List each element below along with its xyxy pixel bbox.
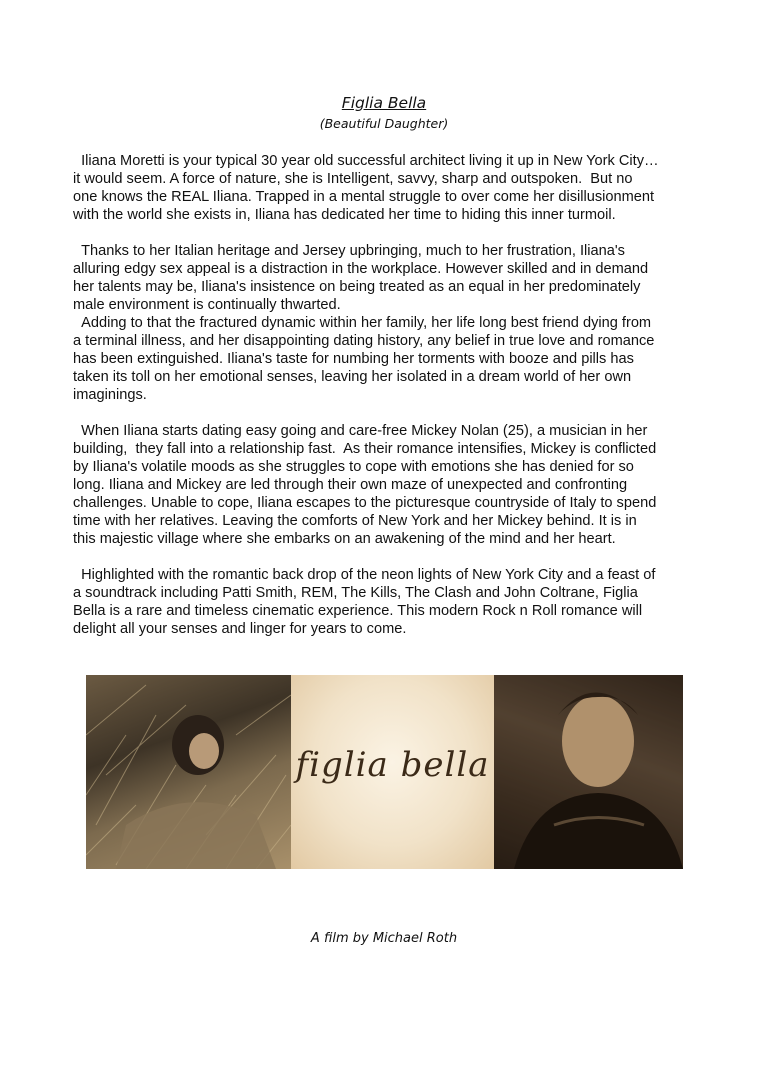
film-banner-image — [86, 675, 683, 869]
film-credit: A film by Michael Roth — [310, 931, 458, 946]
paragraph-family: Adding to that the fractured dynamic within her family, her life long best friend dying from a terminal illness, and her disappointing dating history, any belief in true love and romance has been extinguished. Iliana's taste for numbing her torments with booze and pills has taken its toll on her emotional senses, leaving her isolated in a dream world of her own imaginings. — [73, 315, 655, 403]
synopsis-body — [73, 152, 695, 638]
document-title: Figlia Bella — [341, 94, 427, 112]
paragraph-intro: Iliana Moretti is your typical 30 year old successful architect living it up in New York City… it would seem. A force of nature, she is Intelligent, savvy, sharp and outspoken. But no one knows the REAL Iliana. Trapped in a mental struggle to over come her disillusionment with the world she exists in, Iliana has dedicated her time to hiding this inner turmoil. — [73, 153, 659, 223]
title-block — [0, 92, 768, 134]
film-logo-text: figlia bella — [295, 745, 490, 785]
grass-photo-art — [86, 675, 291, 869]
man-portrait-photo — [494, 675, 683, 869]
paragraph-soundtrack: Highlighted with the romantic back drop of the neon lights of New York City and a feast of a soundtrack including Patti Smith, REM, The Kills, The Clash and John Coltrane, Figlia Bella is a rare and timeless cinematic experience. This modern Rock n Roll romance will delight all your senses and linger for years to come. — [73, 567, 656, 637]
paragraph-heritage: Thanks to her Italian heritage and Jersey upbringing, much to her frustration, Iliana's alluring edgy sex appeal is a distraction in the workplace. However skilled and in demand her talents may be, Iliana's insistence on being treated as an equal in her predominately male environment is continually thwarted. — [73, 243, 649, 313]
paragraph-mickey: When Iliana starts dating easy going and care-free Mickey Nolan (25), a musician in her building, they fall into a relationship fast. As their romance intensifies, Mickey is conflicted by Iliana's volatile moods as she struggles to cope with emotions she has denied for so long. Iliana and Mickey are led through their own maze of unexpected and confronting challenges. Unable to cope, Iliana escapes to the picturesque countryside of Italy to spend time with her relatives. Leaving the comforts of New York and her Mickey behind. It is in this majestic village where she embarks on an awakening of the mind and her heart. — [73, 423, 657, 547]
document-subtitle: (Beautiful Daughter) — [319, 116, 449, 131]
woman-in-grass-photo — [86, 675, 291, 869]
portrait-photo-art — [494, 675, 683, 869]
title-logo-panel — [291, 675, 494, 869]
